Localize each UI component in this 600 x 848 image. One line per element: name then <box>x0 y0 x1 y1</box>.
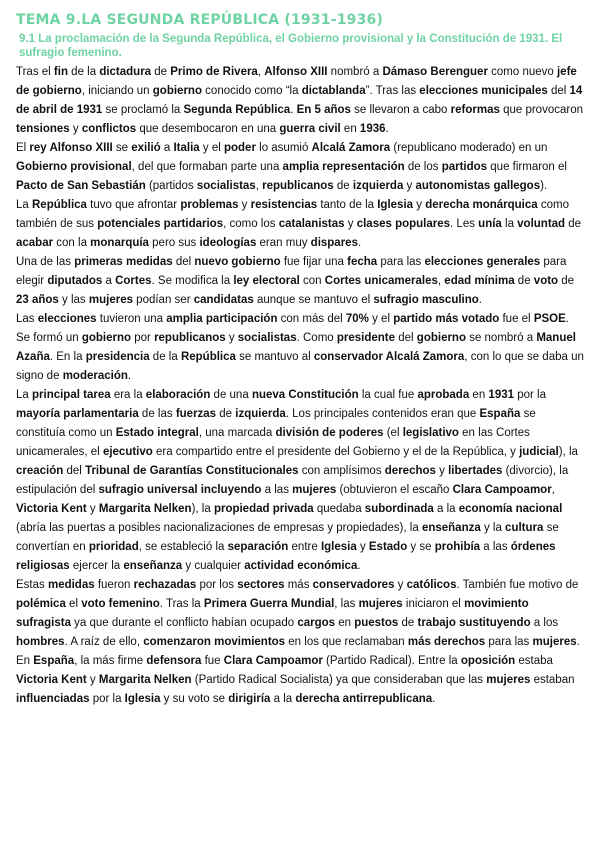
bold-text: republicanos <box>262 180 334 192</box>
text-run: y el <box>199 142 224 154</box>
text-run: con amplísimos <box>298 465 385 477</box>
bold-text: mujeres <box>532 636 577 648</box>
text-run: , del que formaban parte una <box>131 161 283 173</box>
text-run: con <box>299 275 325 287</box>
text-run: con más del <box>277 313 346 325</box>
text-run: se nombró a <box>466 332 537 344</box>
bold-text: España <box>479 408 521 420</box>
bold-text: prioridad <box>88 541 139 553</box>
text-run: aunque se mantuvo el <box>253 294 374 306</box>
text-run: eran muy <box>256 237 311 249</box>
paragraph <box>16 63 586 139</box>
bold-text: judicial <box>519 446 559 458</box>
bold-text: amplia representación <box>282 161 405 173</box>
text-run: . También fue motivo de <box>456 579 579 591</box>
text-run: , una marcada <box>198 427 276 439</box>
paragraph <box>16 253 586 310</box>
text-run: a los <box>530 617 559 629</box>
bold-text: reformas <box>450 104 500 116</box>
text-run: y su voto se <box>160 693 229 705</box>
text-run: (Partido Radical). Entre la <box>322 655 461 667</box>
bold-text: 1936 <box>359 123 386 135</box>
bold-text: puestos <box>354 617 399 629</box>
text-run: de <box>151 66 171 78</box>
text-run: , como los <box>223 218 279 230</box>
text-run: la <box>501 218 518 230</box>
bold-text: República <box>180 351 236 363</box>
text-run: ejercer la <box>69 560 124 572</box>
text-run: (divorcio), la estipulación del <box>16 465 569 496</box>
bold-text: enseñanza <box>421 522 481 534</box>
bold-text: dispares <box>310 237 358 249</box>
bold-text: Estado integral <box>115 427 199 439</box>
bold-text: Margarita Nelken <box>98 674 192 686</box>
text-run: La <box>16 199 32 211</box>
text-run: Estas <box>16 579 48 591</box>
bold-text: órdenes religiosas <box>16 541 556 572</box>
text-run: y las <box>58 294 89 306</box>
bold-text: enseñanza <box>123 560 183 572</box>
bold-text: creación <box>16 465 64 477</box>
paragraph <box>16 576 586 709</box>
text-run: . <box>357 237 362 249</box>
text-run: ), la <box>191 503 214 515</box>
bold-text: Victoria Kent <box>16 674 87 686</box>
text-run: que firmaron el <box>487 161 567 173</box>
text-run: , <box>257 66 265 78</box>
text-run: , <box>255 180 263 192</box>
bold-text: Pacto de San Sebastián <box>16 180 146 192</box>
bold-text: dictadura <box>99 66 152 78</box>
text-run: de <box>216 408 236 420</box>
bold-text: trabajo sustituyendo <box>417 617 531 629</box>
bold-text: 1931 <box>488 389 515 401</box>
text-run: y <box>413 199 426 211</box>
text-run: Las <box>16 313 38 325</box>
bold-text: unía <box>478 218 502 230</box>
bold-text: principal tarea <box>32 389 111 401</box>
text-run: La <box>16 389 32 401</box>
bold-text: más derechos <box>407 636 486 648</box>
bold-text: socialistas <box>196 180 256 192</box>
text-run: del <box>547 85 570 97</box>
bold-text: conservador Alcalá Zamora <box>313 351 465 363</box>
bold-text: nueva Constitución <box>251 389 359 401</box>
text-run: y <box>238 199 251 211</box>
bold-text: dirigiría <box>228 693 271 705</box>
text-run: El <box>16 142 30 154</box>
text-run: , iniciando un <box>81 85 153 97</box>
text-run: y la <box>480 522 506 534</box>
bold-text: candidatas <box>193 294 254 306</box>
bold-text: elecciones <box>37 313 97 325</box>
bold-text: elaboración <box>145 389 211 401</box>
text-run: del <box>63 465 86 477</box>
bold-text: conservadores <box>312 579 395 591</box>
text-run: lo asumió <box>255 142 312 154</box>
bold-text: PSOE <box>533 313 566 325</box>
text-run: Tras el <box>16 66 54 78</box>
bold-text: nuevo gobierno <box>194 256 281 268</box>
text-run: iniciaron el <box>402 598 465 610</box>
bold-text: mujeres <box>292 484 337 496</box>
bold-text: gobierno <box>416 332 466 344</box>
text-run: de <box>398 617 418 629</box>
bold-text: aprobada <box>417 389 470 401</box>
text-run: ya que durante el conflicto habían ocupado <box>70 617 298 629</box>
bold-text: resistencias <box>250 199 318 211</box>
bold-text: ideologías <box>199 237 257 249</box>
text-run: fueron <box>94 579 134 591</box>
text-run: quedaba <box>313 503 365 515</box>
bold-text: tensiones <box>16 123 70 135</box>
text-run: y <box>435 465 449 477</box>
bold-text: mayoría parlamentaria <box>16 408 139 420</box>
text-run: que desembocaron en una <box>136 123 280 135</box>
text-run: y <box>394 579 407 591</box>
text-run: . Se modifica la <box>151 275 234 287</box>
text-run: para elegir <box>16 256 567 287</box>
bold-text: voluntad <box>517 218 566 230</box>
bold-text: Segunda República <box>183 104 291 116</box>
text-run: (el <box>383 427 403 439</box>
text-run: se proclamó la <box>102 104 184 116</box>
bold-text: cultura <box>505 522 544 534</box>
bold-text: Cortes <box>115 275 152 287</box>
text-run: . En <box>16 636 580 667</box>
text-run: de <box>558 275 575 287</box>
bold-text: derecha antirrepublicana <box>295 693 433 705</box>
text-run: de <box>333 180 353 192</box>
bold-text: presidente <box>336 332 396 344</box>
bold-text: mujeres <box>88 294 133 306</box>
bold-text: edad mínima <box>444 275 515 287</box>
text-run: (obtuvieron el escaño <box>336 484 453 496</box>
text-run: entre <box>288 541 321 553</box>
bold-text: ley electoral <box>233 275 300 287</box>
bold-text: conflictos <box>81 123 137 135</box>
text-run: más <box>284 579 313 591</box>
bold-text: rey Alfonso XIII <box>29 142 113 154</box>
bold-text: economía nacional <box>458 503 563 515</box>
text-run: . <box>478 294 482 306</box>
bold-text: Estado <box>368 541 408 553</box>
text-run: por los <box>196 579 238 591</box>
bold-text: Alfonso XIII <box>264 66 328 78</box>
text-run: . <box>357 560 361 572</box>
bold-text: autonomistas gallegos <box>415 180 541 192</box>
text-run: y <box>356 541 369 553</box>
bold-text: subordinada <box>364 503 434 515</box>
text-run: (Partido Radical Socialista) ya que consideraban que las <box>191 674 487 686</box>
bold-text: izquierda <box>235 408 286 420</box>
text-run: por <box>131 332 155 344</box>
bold-text: partidos <box>441 161 488 173</box>
text-run: . <box>127 370 132 382</box>
text-run: del <box>172 256 195 268</box>
text-run: . Se formó un <box>16 313 569 344</box>
text-run: , con lo que se daba un signo de <box>16 351 584 382</box>
text-run: . Tras la <box>159 598 204 610</box>
bold-text: voto femenino <box>81 598 160 610</box>
text-run: ”. Tras las <box>365 85 420 97</box>
text-run: y <box>69 123 82 135</box>
bold-text: partido más votado <box>393 313 500 325</box>
bold-text: Clara Campoamor <box>452 484 552 496</box>
text-run: tanto de la <box>317 199 378 211</box>
bold-text: Iglesia <box>124 693 161 705</box>
text-run: estaban <box>530 674 575 686</box>
bold-text: católicos <box>406 579 457 591</box>
bold-text: oposición <box>460 655 516 667</box>
bold-text: mujeres <box>486 674 531 686</box>
text-run: . Los principales contenidos eran que <box>285 408 480 420</box>
bold-text: clases populares <box>356 218 451 230</box>
text-run: fue el <box>499 313 534 325</box>
bold-text: Primera Guerra Mundial <box>203 598 335 610</box>
text-run: el <box>65 598 82 610</box>
bold-text: moderación <box>62 370 128 382</box>
bold-text: primeras medidas <box>74 256 173 268</box>
bold-text: polémica <box>16 598 66 610</box>
bold-text: prohibía <box>434 541 481 553</box>
text-run: en <box>335 617 355 629</box>
bold-text: defensora <box>146 655 202 667</box>
text-run: ). <box>540 180 548 192</box>
bold-text: división de poderes <box>275 427 384 439</box>
bold-text: potenciales partidarios <box>97 218 224 230</box>
text-run: tuvieron una <box>96 313 167 325</box>
text-run: y el <box>368 313 394 325</box>
text-run: y <box>403 180 416 192</box>
bold-text: Alcalá Zamora <box>311 142 391 154</box>
bold-text: actividad económica <box>244 560 358 572</box>
bold-text: hombres <box>16 636 65 648</box>
text-run: se mantuvo al <box>235 351 314 363</box>
text-run: pero sus <box>148 237 200 249</box>
text-run: a las <box>480 541 511 553</box>
text-run: de las <box>138 408 176 420</box>
bold-text: Tribunal de Garantías Constitucionales <box>85 465 299 477</box>
bold-text: Italia <box>173 142 200 154</box>
text-run: , <box>551 484 555 496</box>
bold-text: Iglesia <box>320 541 357 553</box>
bold-text: libertades <box>448 465 503 477</box>
bold-text: Gobierno provisional <box>16 161 132 173</box>
bold-text: En 5 años <box>296 104 351 116</box>
text-run: , se estableció la <box>138 541 228 553</box>
text-run: , <box>437 275 445 287</box>
text-run: a <box>102 275 116 287</box>
bold-text: catalanistas <box>278 218 345 230</box>
bold-text: cargos <box>297 617 336 629</box>
text-run: , la más firme <box>74 655 147 667</box>
text-run: y <box>86 674 99 686</box>
bold-text: rechazadas <box>133 579 197 591</box>
bold-text: Margarita Nelken <box>98 503 192 515</box>
bold-text: Cortes unicamerales <box>324 275 438 287</box>
bold-text: acabar <box>16 237 54 249</box>
text-run: . A raíz de ello, <box>64 636 144 648</box>
text-run: para las <box>377 256 425 268</box>
bold-text: gobierno <box>81 332 132 344</box>
bold-text: fecha <box>347 256 378 268</box>
bold-text: voto <box>533 275 559 287</box>
text-run: como nuevo <box>487 66 557 78</box>
text-run: a <box>160 142 174 154</box>
text-run: y cualquier <box>182 560 245 572</box>
bold-text: republicanos <box>154 332 226 344</box>
text-run: se constituía como un <box>16 408 536 439</box>
text-run: como también de sus <box>16 199 569 230</box>
text-run: a la <box>433 503 459 515</box>
bold-text: diputados <box>47 275 103 287</box>
bold-text: influenciadas <box>16 693 90 705</box>
text-run: . En la <box>49 351 86 363</box>
bold-text: sufragio universal incluyendo <box>98 484 262 496</box>
text-run: . Les <box>450 218 479 230</box>
bold-text: comenzaron movimientos <box>143 636 286 648</box>
bold-text: propiedad privada <box>213 503 314 515</box>
text-run: de los <box>404 161 442 173</box>
text-run: ), la <box>558 446 578 458</box>
text-run: en las Cortes unicamerales, el <box>16 427 530 458</box>
bold-text: problemas <box>180 199 239 211</box>
paragraph <box>16 386 586 576</box>
bold-text: guerra civil <box>279 123 341 135</box>
bold-text: Manuel Azaña <box>16 332 576 363</box>
text-run: por la <box>514 389 546 401</box>
text-run: , las <box>334 598 359 610</box>
text-run: . Como <box>296 332 337 344</box>
text-run: a las <box>261 484 293 496</box>
bold-text: fin <box>53 66 68 78</box>
text-run: a la <box>270 693 296 705</box>
text-run: . <box>432 693 436 705</box>
text-run: tuvo que afrontar <box>86 199 181 211</box>
bold-text: Clara Campoamor <box>223 655 323 667</box>
bold-text: Primo de Rivera <box>170 66 258 78</box>
bold-text: sufragio masculino <box>373 294 479 306</box>
paragraph <box>16 139 586 196</box>
text-run: (abría las puertas a posibles nacionalizaciones de empresas y propiedades), la <box>16 522 422 534</box>
bold-text: elecciones generales <box>424 256 541 268</box>
bold-text: dictablanda <box>301 85 366 97</box>
bold-text: socialistas <box>237 332 297 344</box>
text-run: y <box>344 218 357 230</box>
text-run: era la <box>110 389 146 401</box>
bold-text: derecha monárquica <box>425 199 538 211</box>
bold-text: sectores <box>237 579 285 591</box>
text-run: conocido como “la <box>201 85 302 97</box>
bold-text: monarquía <box>90 237 149 249</box>
bold-text: Iglesia <box>377 199 414 211</box>
bold-text: gobierno <box>152 85 202 97</box>
text-run: fue fijar una <box>280 256 348 268</box>
text-run: Una de las <box>16 256 75 268</box>
text-run: para las <box>485 636 533 648</box>
bold-text: elecciones municipales <box>419 85 548 97</box>
text-run: (partidos <box>145 180 197 192</box>
text-run: de <box>565 218 582 230</box>
text-run: y <box>86 503 99 515</box>
text-run: del <box>395 332 417 344</box>
text-run: de la <box>67 66 100 78</box>
bold-text: 23 años <box>16 294 59 306</box>
section-subtitle: 9.1 La proclamación de la Segunda República, el Gobierno provisional y la Constitución de 1931. El sufragio femenino. <box>19 33 563 59</box>
text-run: . <box>385 123 389 135</box>
bold-text: amplia participación <box>166 313 278 325</box>
text-run: de <box>514 275 534 287</box>
text-run: era compartido entre el presidente del Gobierno y el de la República, y <box>152 446 520 458</box>
text-run: de la <box>149 351 181 363</box>
bold-text: 70% <box>345 313 369 325</box>
text-run: en los que reclamaban <box>285 636 408 648</box>
text-run: y <box>225 332 238 344</box>
text-run: se <box>112 142 132 154</box>
paragraph <box>16 310 586 386</box>
bold-text: presidencia <box>85 351 150 363</box>
bold-text: ejecutivo <box>102 446 153 458</box>
page-title: TEMA 9.LA SEGUNDA REPÚBLICA (1931-1936) <box>16 12 384 28</box>
bold-text: Victoria Kent <box>16 503 87 515</box>
text-run: podían ser <box>132 294 194 306</box>
text-run: que provocaron <box>499 104 583 116</box>
text-run: de una <box>210 389 252 401</box>
bold-text: España <box>33 655 75 667</box>
bold-text: República <box>32 199 87 211</box>
text-run: . <box>290 104 297 116</box>
bold-text: jefe de gobierno <box>16 66 577 97</box>
bold-text: fuerzas <box>175 408 217 420</box>
bold-text: derechos <box>384 465 436 477</box>
text-run: nombró a <box>327 66 383 78</box>
text-run: estaba <box>515 655 553 667</box>
bold-text: separación <box>227 541 289 553</box>
bold-text: poder <box>223 142 256 154</box>
bold-text: mujeres <box>358 598 403 610</box>
bold-text: izquierda <box>352 180 404 192</box>
bold-text: 14 de abril de 1931 <box>16 85 583 116</box>
bold-text: medidas <box>47 579 95 591</box>
document-body <box>16 63 586 709</box>
text-run: se convertían en <box>16 522 559 553</box>
text-run: (republicano moderado) en un <box>390 142 548 154</box>
text-run: en <box>340 123 360 135</box>
bold-text: Dámaso Berenguer <box>382 66 488 78</box>
text-run: se llevaron a cabo <box>350 104 451 116</box>
text-run: con la <box>53 237 91 249</box>
text-run: fue <box>201 655 224 667</box>
bold-text: exilió <box>131 142 161 154</box>
text-run: en <box>469 389 489 401</box>
text-run: y se <box>407 541 435 553</box>
text-run: la cual fue <box>358 389 418 401</box>
bold-text: legislativo <box>402 427 459 439</box>
paragraph <box>16 196 586 253</box>
bold-text: movimiento sufragista <box>16 598 529 629</box>
text-run: por la <box>89 693 125 705</box>
